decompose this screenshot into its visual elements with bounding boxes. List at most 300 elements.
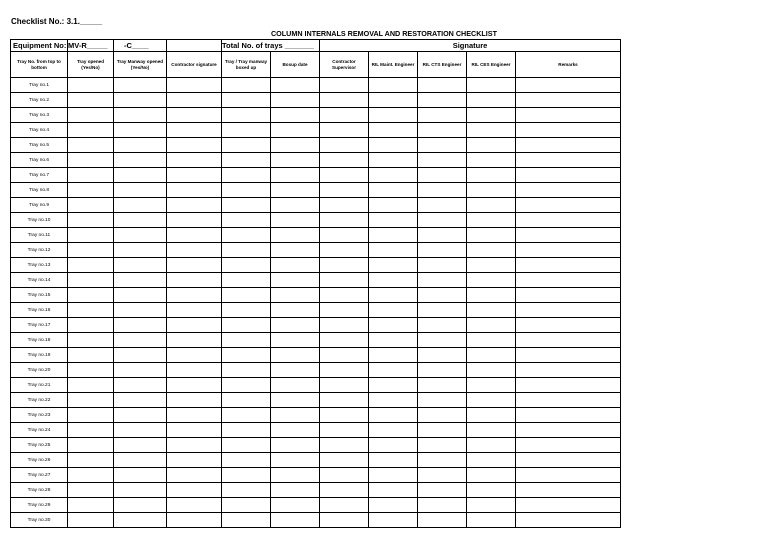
entry-cell[interactable]: [320, 243, 369, 258]
equipment-suffix[interactable]: -C____: [114, 40, 167, 52]
entry-cell[interactable]: [114, 363, 167, 378]
entry-cell[interactable]: [114, 138, 167, 153]
entry-cell[interactable]: [320, 453, 369, 468]
entry-cell[interactable]: [167, 513, 222, 528]
entry-cell[interactable]: [68, 288, 114, 303]
entry-cell[interactable]: [222, 393, 271, 408]
entry-cell[interactable]: [516, 333, 621, 348]
entry-cell[interactable]: [114, 468, 167, 483]
entry-cell[interactable]: [114, 318, 167, 333]
entry-cell[interactable]: [167, 363, 222, 378]
entry-cell[interactable]: [167, 288, 222, 303]
entry-cell[interactable]: [68, 318, 114, 333]
entry-cell[interactable]: [68, 153, 114, 168]
entry-cell[interactable]: [271, 78, 320, 93]
entry-cell[interactable]: [467, 408, 516, 423]
entry-cell[interactable]: [167, 108, 222, 123]
entry-cell[interactable]: [418, 228, 467, 243]
entry-cell[interactable]: [114, 243, 167, 258]
entry-cell[interactable]: [516, 483, 621, 498]
entry-cell[interactable]: [467, 168, 516, 183]
entry-cell[interactable]: [167, 408, 222, 423]
entry-cell[interactable]: [320, 288, 369, 303]
entry-cell[interactable]: [418, 408, 467, 423]
entry-cell[interactable]: [167, 258, 222, 273]
entry-cell[interactable]: [271, 213, 320, 228]
entry-cell[interactable]: [369, 378, 418, 393]
entry-cell[interactable]: [68, 498, 114, 513]
entry-cell[interactable]: [467, 228, 516, 243]
entry-cell[interactable]: [369, 198, 418, 213]
entry-cell[interactable]: [467, 348, 516, 363]
entry-cell[interactable]: [516, 273, 621, 288]
entry-cell[interactable]: [467, 198, 516, 213]
entry-cell[interactable]: [222, 78, 271, 93]
entry-cell[interactable]: [167, 423, 222, 438]
entry-cell[interactable]: [369, 243, 418, 258]
entry-cell[interactable]: [516, 183, 621, 198]
entry-cell[interactable]: [167, 333, 222, 348]
entry-cell[interactable]: [418, 273, 467, 288]
entry-cell[interactable]: [68, 363, 114, 378]
entry-cell[interactable]: [369, 273, 418, 288]
entry-cell[interactable]: [222, 243, 271, 258]
entry-cell[interactable]: [271, 378, 320, 393]
entry-cell[interactable]: [320, 228, 369, 243]
entry-cell[interactable]: [222, 228, 271, 243]
entry-cell[interactable]: [271, 408, 320, 423]
entry-cell[interactable]: [320, 498, 369, 513]
entry-cell[interactable]: [114, 228, 167, 243]
entry-cell[interactable]: [271, 138, 320, 153]
entry-cell[interactable]: [222, 93, 271, 108]
entry-cell[interactable]: [516, 498, 621, 513]
entry-cell[interactable]: [68, 513, 114, 528]
entry-cell[interactable]: [114, 168, 167, 183]
entry-cell[interactable]: [114, 333, 167, 348]
entry-cell[interactable]: [167, 438, 222, 453]
entry-cell[interactable]: [271, 228, 320, 243]
entry-cell[interactable]: [68, 213, 114, 228]
entry-cell[interactable]: [418, 78, 467, 93]
entry-cell[interactable]: [271, 468, 320, 483]
entry-cell[interactable]: [320, 138, 369, 153]
entry-cell[interactable]: [516, 438, 621, 453]
entry-cell[interactable]: [114, 123, 167, 138]
entry-cell[interactable]: [467, 468, 516, 483]
entry-cell[interactable]: [114, 348, 167, 363]
entry-cell[interactable]: [167, 498, 222, 513]
entry-cell[interactable]: [369, 288, 418, 303]
entry-cell[interactable]: [369, 123, 418, 138]
entry-cell[interactable]: [114, 423, 167, 438]
entry-cell[interactable]: [222, 153, 271, 168]
entry-cell[interactable]: [222, 333, 271, 348]
entry-cell[interactable]: [271, 393, 320, 408]
entry-cell[interactable]: [114, 78, 167, 93]
entry-cell[interactable]: [320, 483, 369, 498]
entry-cell[interactable]: [418, 333, 467, 348]
entry-cell[interactable]: [369, 393, 418, 408]
entry-cell[interactable]: [467, 438, 516, 453]
entry-cell[interactable]: [271, 483, 320, 498]
entry-cell[interactable]: [369, 438, 418, 453]
entry-cell[interactable]: [418, 93, 467, 108]
entry-cell[interactable]: [418, 423, 467, 438]
entry-cell[interactable]: [369, 168, 418, 183]
entry-cell[interactable]: [271, 348, 320, 363]
entry-cell[interactable]: [68, 123, 114, 138]
entry-cell[interactable]: [68, 423, 114, 438]
entry-cell[interactable]: [114, 288, 167, 303]
entry-cell[interactable]: [68, 468, 114, 483]
entry-cell[interactable]: [369, 423, 418, 438]
entry-cell[interactable]: [271, 333, 320, 348]
entry-cell[interactable]: [271, 93, 320, 108]
entry-cell[interactable]: [467, 153, 516, 168]
entry-cell[interactable]: [320, 318, 369, 333]
entry-cell[interactable]: [418, 168, 467, 183]
entry-cell[interactable]: [320, 153, 369, 168]
entry-cell[interactable]: [222, 198, 271, 213]
entry-cell[interactable]: [114, 93, 167, 108]
entry-cell[interactable]: [68, 378, 114, 393]
entry-cell[interactable]: [516, 408, 621, 423]
entry-cell[interactable]: [68, 168, 114, 183]
entry-cell[interactable]: [467, 513, 516, 528]
entry-cell[interactable]: [114, 393, 167, 408]
entry-cell[interactable]: [418, 453, 467, 468]
entry-cell[interactable]: [516, 78, 621, 93]
entry-cell[interactable]: [369, 333, 418, 348]
entry-cell[interactable]: [369, 78, 418, 93]
entry-cell[interactable]: [271, 168, 320, 183]
entry-cell[interactable]: [369, 258, 418, 273]
entry-cell[interactable]: [271, 153, 320, 168]
entry-cell[interactable]: [271, 198, 320, 213]
entry-cell[interactable]: [369, 318, 418, 333]
entry-cell[interactable]: [418, 108, 467, 123]
entry-cell[interactable]: [320, 378, 369, 393]
entry-cell[interactable]: [516, 228, 621, 243]
entry-cell[interactable]: [271, 108, 320, 123]
entry-cell[interactable]: [167, 93, 222, 108]
entry-cell[interactable]: [222, 303, 271, 318]
entry-cell[interactable]: [68, 78, 114, 93]
entry-cell[interactable]: [516, 318, 621, 333]
entry-cell[interactable]: [222, 348, 271, 363]
entry-cell[interactable]: [516, 378, 621, 393]
entry-cell[interactable]: [320, 363, 369, 378]
entry-cell[interactable]: [114, 453, 167, 468]
entry-cell[interactable]: [516, 93, 621, 108]
entry-cell[interactable]: [271, 513, 320, 528]
entry-cell[interactable]: [320, 393, 369, 408]
entry-cell[interactable]: [516, 213, 621, 228]
entry-cell[interactable]: [114, 183, 167, 198]
entry-cell[interactable]: [222, 468, 271, 483]
entry-cell[interactable]: [271, 453, 320, 468]
entry-cell[interactable]: [467, 393, 516, 408]
entry-cell[interactable]: [516, 123, 621, 138]
entry-cell[interactable]: [418, 513, 467, 528]
entry-cell[interactable]: [418, 498, 467, 513]
entry-cell[interactable]: [167, 153, 222, 168]
entry-cell[interactable]: [167, 303, 222, 318]
entry-cell[interactable]: [222, 408, 271, 423]
entry-cell[interactable]: [68, 333, 114, 348]
entry-cell[interactable]: [114, 408, 167, 423]
entry-cell[interactable]: [222, 168, 271, 183]
entry-cell[interactable]: [167, 318, 222, 333]
entry-cell[interactable]: [271, 318, 320, 333]
entry-cell[interactable]: [68, 258, 114, 273]
entry-cell[interactable]: [271, 438, 320, 453]
entry-cell[interactable]: [320, 93, 369, 108]
entry-cell[interactable]: [467, 363, 516, 378]
entry-cell[interactable]: [271, 288, 320, 303]
entry-cell[interactable]: [418, 123, 467, 138]
entry-cell[interactable]: [68, 138, 114, 153]
entry-cell[interactable]: [222, 183, 271, 198]
entry-cell[interactable]: [516, 453, 621, 468]
entry-cell[interactable]: [467, 183, 516, 198]
entry-cell[interactable]: [418, 348, 467, 363]
entry-cell[interactable]: [369, 408, 418, 423]
entry-cell[interactable]: [167, 378, 222, 393]
entry-cell[interactable]: [114, 483, 167, 498]
entry-cell[interactable]: [467, 378, 516, 393]
entry-cell[interactable]: [467, 333, 516, 348]
total-trays[interactable]: Total No. of trays _______: [222, 40, 320, 52]
entry-cell[interactable]: [167, 78, 222, 93]
entry-cell[interactable]: [418, 213, 467, 228]
entry-cell[interactable]: [271, 123, 320, 138]
entry-cell[interactable]: [167, 138, 222, 153]
entry-cell[interactable]: [418, 483, 467, 498]
entry-cell[interactable]: [467, 78, 516, 93]
entry-cell[interactable]: [320, 183, 369, 198]
entry-cell[interactable]: [369, 348, 418, 363]
entry-cell[interactable]: [467, 243, 516, 258]
entry-cell[interactable]: [516, 363, 621, 378]
equipment-value[interactable]: MV-R_____: [68, 40, 114, 52]
entry-cell[interactable]: [271, 303, 320, 318]
entry-cell[interactable]: [68, 228, 114, 243]
entry-cell[interactable]: [222, 438, 271, 453]
entry-cell[interactable]: [320, 348, 369, 363]
entry-cell[interactable]: [320, 468, 369, 483]
entry-cell[interactable]: [167, 168, 222, 183]
entry-cell[interactable]: [369, 138, 418, 153]
entry-cell[interactable]: [418, 393, 467, 408]
entry-cell[interactable]: [167, 228, 222, 243]
entry-cell[interactable]: [320, 513, 369, 528]
entry-cell[interactable]: [271, 273, 320, 288]
entry-cell[interactable]: [271, 498, 320, 513]
entry-cell[interactable]: [68, 303, 114, 318]
entry-cell[interactable]: [467, 453, 516, 468]
entry-cell[interactable]: [68, 483, 114, 498]
entry-cell[interactable]: [114, 153, 167, 168]
entry-cell[interactable]: [467, 258, 516, 273]
entry-cell[interactable]: [369, 228, 418, 243]
entry-cell[interactable]: [516, 243, 621, 258]
entry-cell[interactable]: [114, 498, 167, 513]
entry-cell[interactable]: [167, 243, 222, 258]
entry-cell[interactable]: [114, 273, 167, 288]
entry-cell[interactable]: [167, 483, 222, 498]
entry-cell[interactable]: [68, 198, 114, 213]
entry-cell[interactable]: [369, 303, 418, 318]
entry-cell[interactable]: [467, 123, 516, 138]
entry-cell[interactable]: [222, 318, 271, 333]
entry-cell[interactable]: [222, 423, 271, 438]
entry-cell[interactable]: [271, 243, 320, 258]
entry-cell[interactable]: [418, 243, 467, 258]
entry-cell[interactable]: [516, 153, 621, 168]
entry-cell[interactable]: [320, 258, 369, 273]
entry-cell[interactable]: [167, 123, 222, 138]
entry-cell[interactable]: [467, 138, 516, 153]
entry-cell[interactable]: [167, 393, 222, 408]
entry-cell[interactable]: [167, 468, 222, 483]
entry-cell[interactable]: [320, 438, 369, 453]
entry-cell[interactable]: [320, 168, 369, 183]
entry-cell[interactable]: [418, 198, 467, 213]
entry-cell[interactable]: [114, 438, 167, 453]
entry-cell[interactable]: [222, 453, 271, 468]
entry-cell[interactable]: [68, 348, 114, 363]
entry-cell[interactable]: [222, 273, 271, 288]
entry-cell[interactable]: [68, 183, 114, 198]
entry-cell[interactable]: [320, 123, 369, 138]
entry-cell[interactable]: [467, 498, 516, 513]
entry-cell[interactable]: [369, 183, 418, 198]
entry-cell[interactable]: [369, 468, 418, 483]
entry-cell[interactable]: [114, 303, 167, 318]
entry-cell[interactable]: [222, 138, 271, 153]
entry-cell[interactable]: [114, 378, 167, 393]
entry-cell[interactable]: [320, 423, 369, 438]
entry-cell[interactable]: [418, 258, 467, 273]
entry-cell[interactable]: [418, 183, 467, 198]
entry-cell[interactable]: [167, 453, 222, 468]
entry-cell[interactable]: [68, 93, 114, 108]
entry-cell[interactable]: [418, 303, 467, 318]
entry-cell[interactable]: [516, 168, 621, 183]
entry-cell[interactable]: [516, 423, 621, 438]
entry-cell[interactable]: [516, 348, 621, 363]
entry-cell[interactable]: [418, 138, 467, 153]
entry-cell[interactable]: [222, 363, 271, 378]
entry-cell[interactable]: [516, 108, 621, 123]
entry-cell[interactable]: [167, 183, 222, 198]
entry-cell[interactable]: [467, 213, 516, 228]
entry-cell[interactable]: [516, 303, 621, 318]
entry-cell[interactable]: [369, 513, 418, 528]
entry-cell[interactable]: [222, 498, 271, 513]
entry-cell[interactable]: [222, 378, 271, 393]
entry-cell[interactable]: [68, 243, 114, 258]
entry-cell[interactable]: [369, 93, 418, 108]
entry-cell[interactable]: [68, 273, 114, 288]
entry-cell[interactable]: [222, 258, 271, 273]
entry-cell[interactable]: [68, 453, 114, 468]
entry-cell[interactable]: [516, 288, 621, 303]
entry-cell[interactable]: [418, 468, 467, 483]
entry-cell[interactable]: [222, 213, 271, 228]
entry-cell[interactable]: [271, 423, 320, 438]
entry-cell[interactable]: [114, 213, 167, 228]
entry-cell[interactable]: [418, 363, 467, 378]
entry-cell[interactable]: [516, 513, 621, 528]
entry-cell[interactable]: [467, 303, 516, 318]
entry-cell[interactable]: [320, 273, 369, 288]
entry-cell[interactable]: [68, 108, 114, 123]
entry-cell[interactable]: [114, 258, 167, 273]
entry-cell[interactable]: [271, 183, 320, 198]
entry-cell[interactable]: [516, 393, 621, 408]
entry-cell[interactable]: [418, 153, 467, 168]
entry-cell[interactable]: [167, 213, 222, 228]
entry-cell[interactable]: [222, 123, 271, 138]
entry-cell[interactable]: [320, 303, 369, 318]
entry-cell[interactable]: [320, 108, 369, 123]
entry-cell[interactable]: [68, 393, 114, 408]
entry-cell[interactable]: [369, 213, 418, 228]
entry-cell[interactable]: [369, 483, 418, 498]
entry-cell[interactable]: [516, 198, 621, 213]
entry-cell[interactable]: [114, 108, 167, 123]
entry-cell[interactable]: [320, 333, 369, 348]
entry-cell[interactable]: [467, 318, 516, 333]
entry-cell[interactable]: [222, 108, 271, 123]
entry-cell[interactable]: [369, 363, 418, 378]
entry-cell[interactable]: [68, 408, 114, 423]
entry-cell[interactable]: [418, 378, 467, 393]
entry-cell[interactable]: [222, 483, 271, 498]
entry-cell[interactable]: [467, 273, 516, 288]
entry-cell[interactable]: [467, 483, 516, 498]
entry-cell[interactable]: [320, 213, 369, 228]
entry-cell[interactable]: [516, 468, 621, 483]
entry-cell[interactable]: [114, 198, 167, 213]
entry-cell[interactable]: [320, 78, 369, 93]
entry-cell[interactable]: [320, 198, 369, 213]
entry-cell[interactable]: [418, 288, 467, 303]
entry-cell[interactable]: [271, 363, 320, 378]
entry-cell[interactable]: [467, 108, 516, 123]
entry-cell[interactable]: [467, 288, 516, 303]
entry-cell[interactable]: [467, 423, 516, 438]
entry-cell[interactable]: [222, 288, 271, 303]
entry-cell[interactable]: [167, 273, 222, 288]
entry-cell[interactable]: [369, 453, 418, 468]
entry-cell[interactable]: [222, 513, 271, 528]
entry-cell[interactable]: [467, 93, 516, 108]
entry-cell[interactable]: [516, 138, 621, 153]
entry-cell[interactable]: [320, 408, 369, 423]
entry-cell[interactable]: [369, 108, 418, 123]
entry-cell[interactable]: [418, 438, 467, 453]
entry-cell[interactable]: [114, 513, 167, 528]
entry-cell[interactable]: [516, 258, 621, 273]
entry-cell[interactable]: [167, 348, 222, 363]
entry-cell[interactable]: [167, 198, 222, 213]
entry-cell[interactable]: [271, 258, 320, 273]
entry-cell[interactable]: [68, 438, 114, 453]
